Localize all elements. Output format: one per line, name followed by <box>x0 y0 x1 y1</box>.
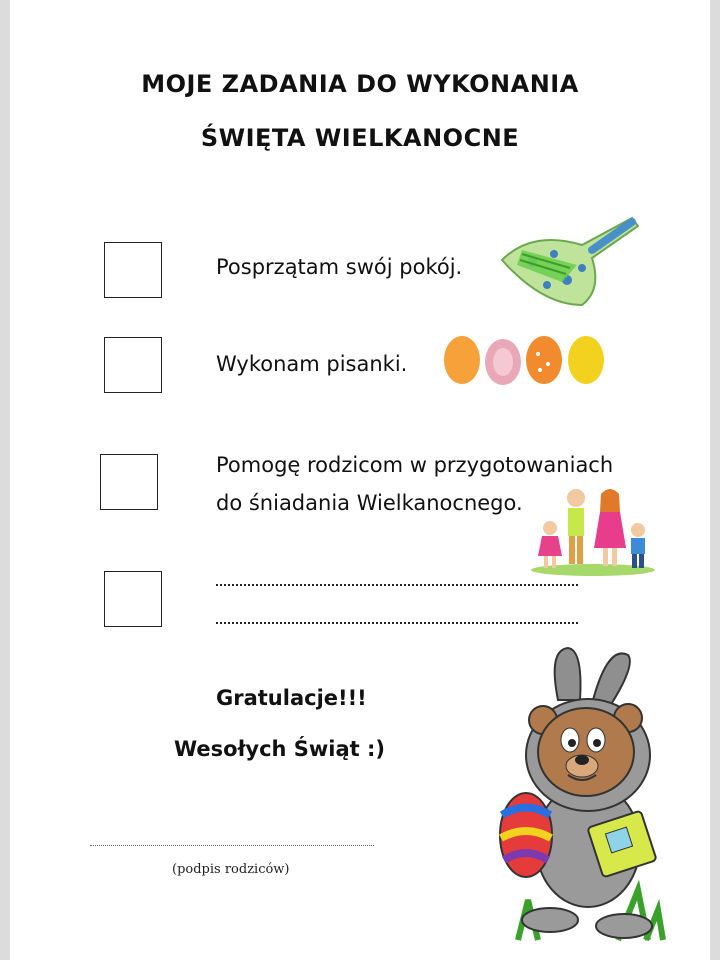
task-checkbox-1[interactable] <box>104 242 162 298</box>
congrats-text: Gratulacje!!! <box>216 686 367 710</box>
dustpan-brush-icon <box>492 210 642 310</box>
signature-label: (podpis rodziców) <box>172 862 290 877</box>
signature-line <box>90 845 374 846</box>
family-icon <box>528 484 658 576</box>
wishes-text: Wesołych Świąt :) <box>174 737 386 761</box>
task-checkbox-4[interactable] <box>104 571 162 627</box>
task-label-2: Wykonam pisanki. <box>216 352 408 376</box>
easter-eggs-icon <box>440 330 608 394</box>
page-subtitle: ŚWIĘTA WIELKANOCNE <box>200 124 520 152</box>
easter-bunny-bear-icon <box>498 640 668 952</box>
task-checkbox-2[interactable] <box>104 337 162 393</box>
blank-task-line-2 <box>216 622 578 624</box>
task-label-3b: do śniadania Wielkanocnego. <box>216 491 523 515</box>
task-label-1: Posprzątam swój pokój. <box>216 255 463 279</box>
task-label-3a: Pomogę rodzicom w przygotowaniach <box>216 453 614 477</box>
task-checkbox-3[interactable] <box>100 454 158 510</box>
blank-task-line-1 <box>216 584 578 586</box>
page-title: MOJE ZADANIA DO WYKONANIA <box>141 70 579 98</box>
